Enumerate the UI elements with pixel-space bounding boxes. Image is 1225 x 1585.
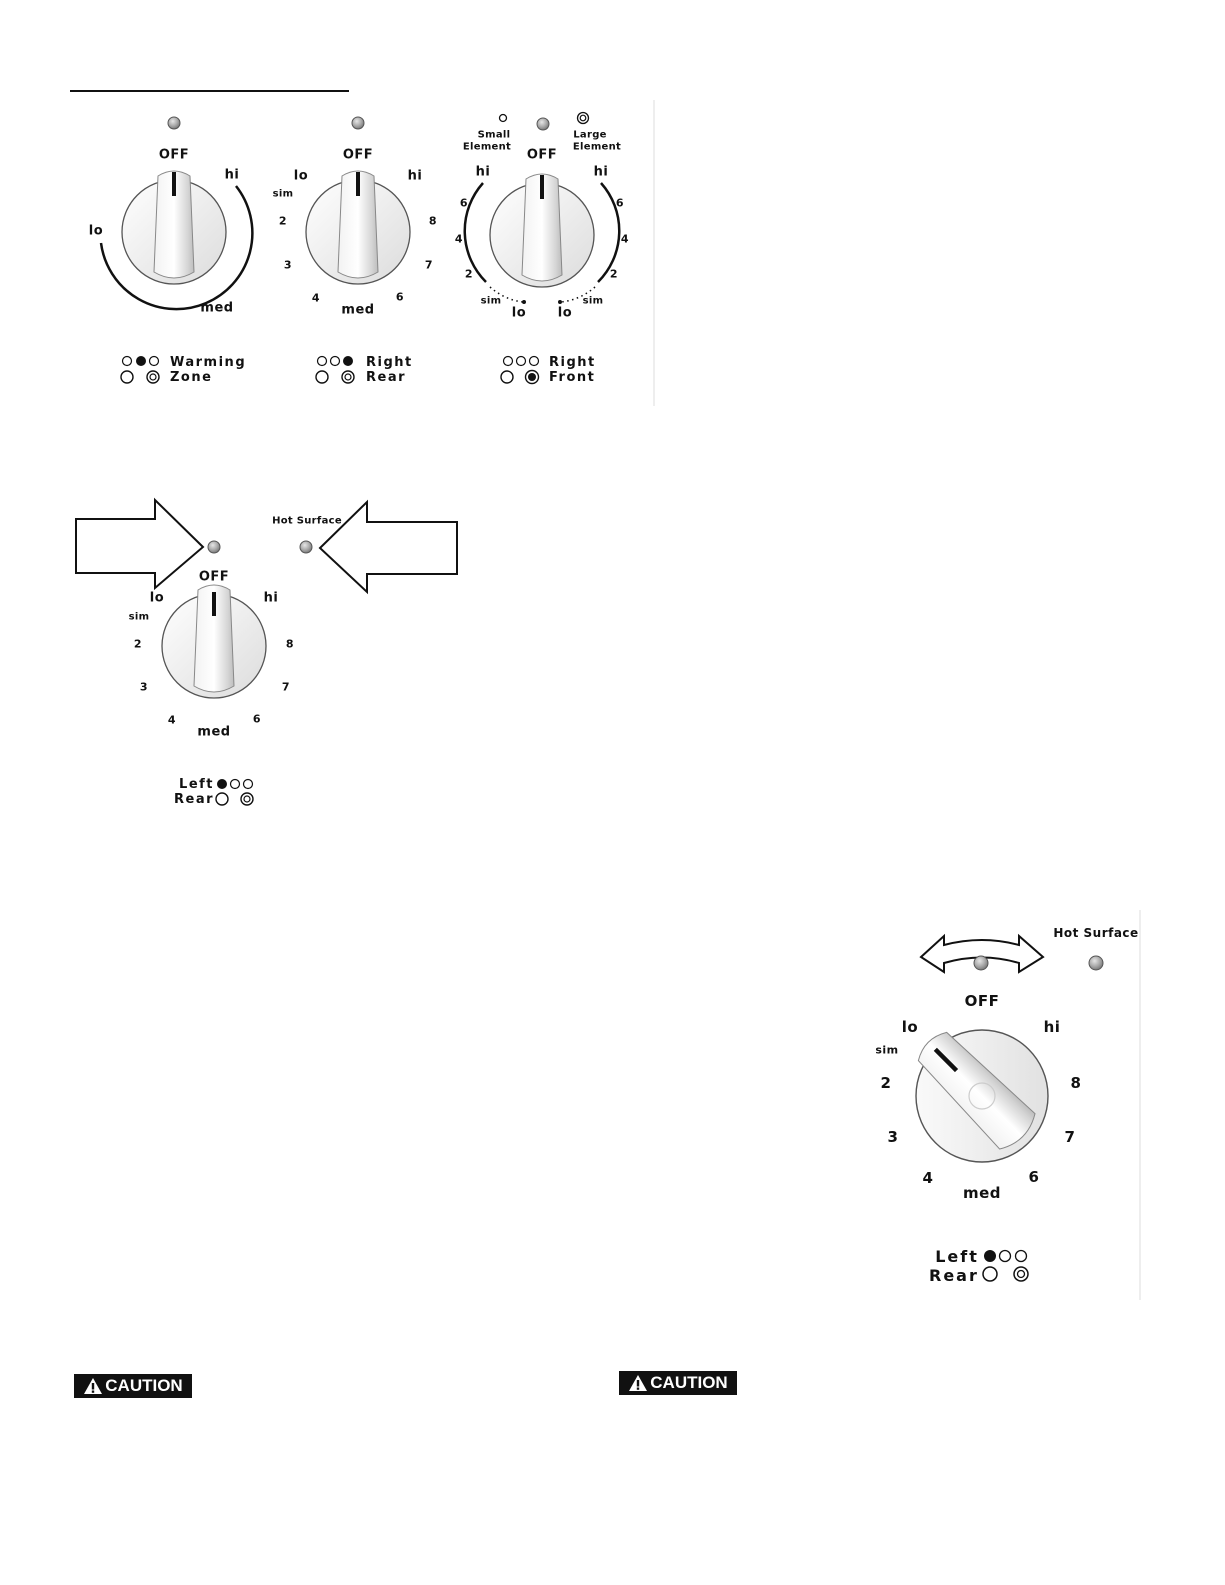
- label-2-right: 2: [609, 267, 619, 281]
- label-lo-right: lo: [557, 305, 573, 321]
- zone-label-warming: Warming Zone: [170, 355, 247, 385]
- burner-layout-icon-right-rear: [316, 356, 354, 383]
- caution-label-left: [74, 1374, 192, 1398]
- label-4: 4: [311, 291, 321, 305]
- label-4-right: 4: [620, 232, 630, 246]
- label-large-element: Element: [572, 141, 622, 153]
- label-sim-right: sim: [582, 295, 604, 307]
- knob-left-rear-mid: [162, 585, 266, 698]
- caution-text: CAUTION: [105, 1376, 183, 1395]
- burner-layout-icon-right-front: [501, 357, 539, 384]
- label-med: med: [341, 302, 375, 318]
- warning-triangle-icon: [83, 1377, 103, 1395]
- label-6-left: 6: [459, 196, 469, 210]
- label-7: 7: [424, 258, 434, 272]
- label-3: 3: [887, 1128, 899, 1146]
- label-hi: hi: [263, 590, 279, 606]
- label-hi-right: hi: [593, 164, 609, 180]
- label-6: 6: [1028, 1168, 1040, 1186]
- zone-label-left-rear-right: Left Rear: [929, 1247, 979, 1285]
- label-small: Small: [477, 129, 511, 141]
- label-off: OFF: [526, 147, 558, 163]
- label-sim: sim: [272, 188, 294, 200]
- caution-text: CAUTION: [650, 1373, 728, 1392]
- label-8: 8: [1070, 1074, 1082, 1092]
- label-8: 8: [428, 214, 438, 228]
- label-2-left: 2: [464, 267, 474, 281]
- label-3: 3: [139, 680, 149, 694]
- label-hi: hi: [1043, 1018, 1061, 1036]
- label-8: 8: [285, 637, 295, 651]
- zone-label-left-rear-mid: Left Rear: [174, 777, 215, 807]
- label-lo: lo: [901, 1018, 919, 1036]
- label-2: 2: [880, 1074, 892, 1092]
- knob-right-rear: [306, 117, 410, 284]
- label-3: 3: [283, 258, 293, 272]
- arrow-icon-left: [76, 500, 203, 588]
- zone-label-right-rear: Right Rear: [366, 355, 413, 385]
- label-sim: sim: [128, 611, 150, 623]
- caution-label-right: [619, 1371, 737, 1395]
- burner-layout-icon-left-rear-right: [983, 1250, 1028, 1281]
- zone-label-right-front: Right Front: [549, 355, 596, 385]
- label-lo-left: lo: [511, 305, 527, 321]
- label-small-element: Element: [462, 141, 512, 153]
- label-4-left: 4: [454, 232, 464, 246]
- label-7: 7: [281, 680, 291, 694]
- knob-warming-zone: [101, 117, 252, 309]
- label-2: 2: [133, 637, 143, 651]
- label-7: 7: [1064, 1128, 1076, 1146]
- label-off: OFF: [198, 569, 230, 585]
- burner-layout-icon-left-rear-mid: [216, 779, 253, 805]
- burner-layout-icon-warming: [121, 356, 159, 383]
- label-6: 6: [395, 290, 405, 304]
- label-2: 2: [278, 214, 288, 228]
- label-hi-left: hi: [475, 164, 491, 180]
- label-large: Large: [573, 129, 607, 141]
- label-4: 4: [922, 1169, 934, 1187]
- label-sim: sim: [875, 1043, 899, 1057]
- hot-surface-light-icon: [1089, 956, 1103, 970]
- label-lo: lo: [149, 590, 165, 606]
- label-hi: hi: [407, 168, 423, 184]
- label-off: OFF: [964, 992, 1000, 1010]
- label-med: med: [200, 300, 234, 316]
- label-lo: lo: [293, 168, 309, 184]
- label-4: 4: [167, 713, 177, 727]
- label-med: med: [962, 1184, 1002, 1202]
- label-6: 6: [252, 712, 262, 726]
- indicator-light-icon: [537, 118, 549, 130]
- indicator-light-icon: [168, 117, 180, 129]
- indicator-light-icon: [974, 956, 988, 970]
- label-off: OFF: [342, 147, 374, 163]
- hot-surface-light-icon: [300, 541, 312, 553]
- hot-surface-label: Hot Surface: [272, 515, 342, 527]
- label-hi: hi: [224, 167, 240, 183]
- warning-triangle-icon: [628, 1374, 648, 1392]
- label-sim-left: sim: [480, 295, 502, 307]
- small-element-icon: [500, 115, 507, 122]
- label-med: med: [197, 724, 231, 740]
- indicator-light-icon: [352, 117, 364, 129]
- hot-surface-label: Hot Surface: [1053, 926, 1139, 940]
- label-6-right: 6: [615, 196, 625, 210]
- label-lo: lo: [88, 223, 104, 239]
- label-off: OFF: [158, 147, 190, 163]
- indicator-light-icon: [208, 541, 220, 553]
